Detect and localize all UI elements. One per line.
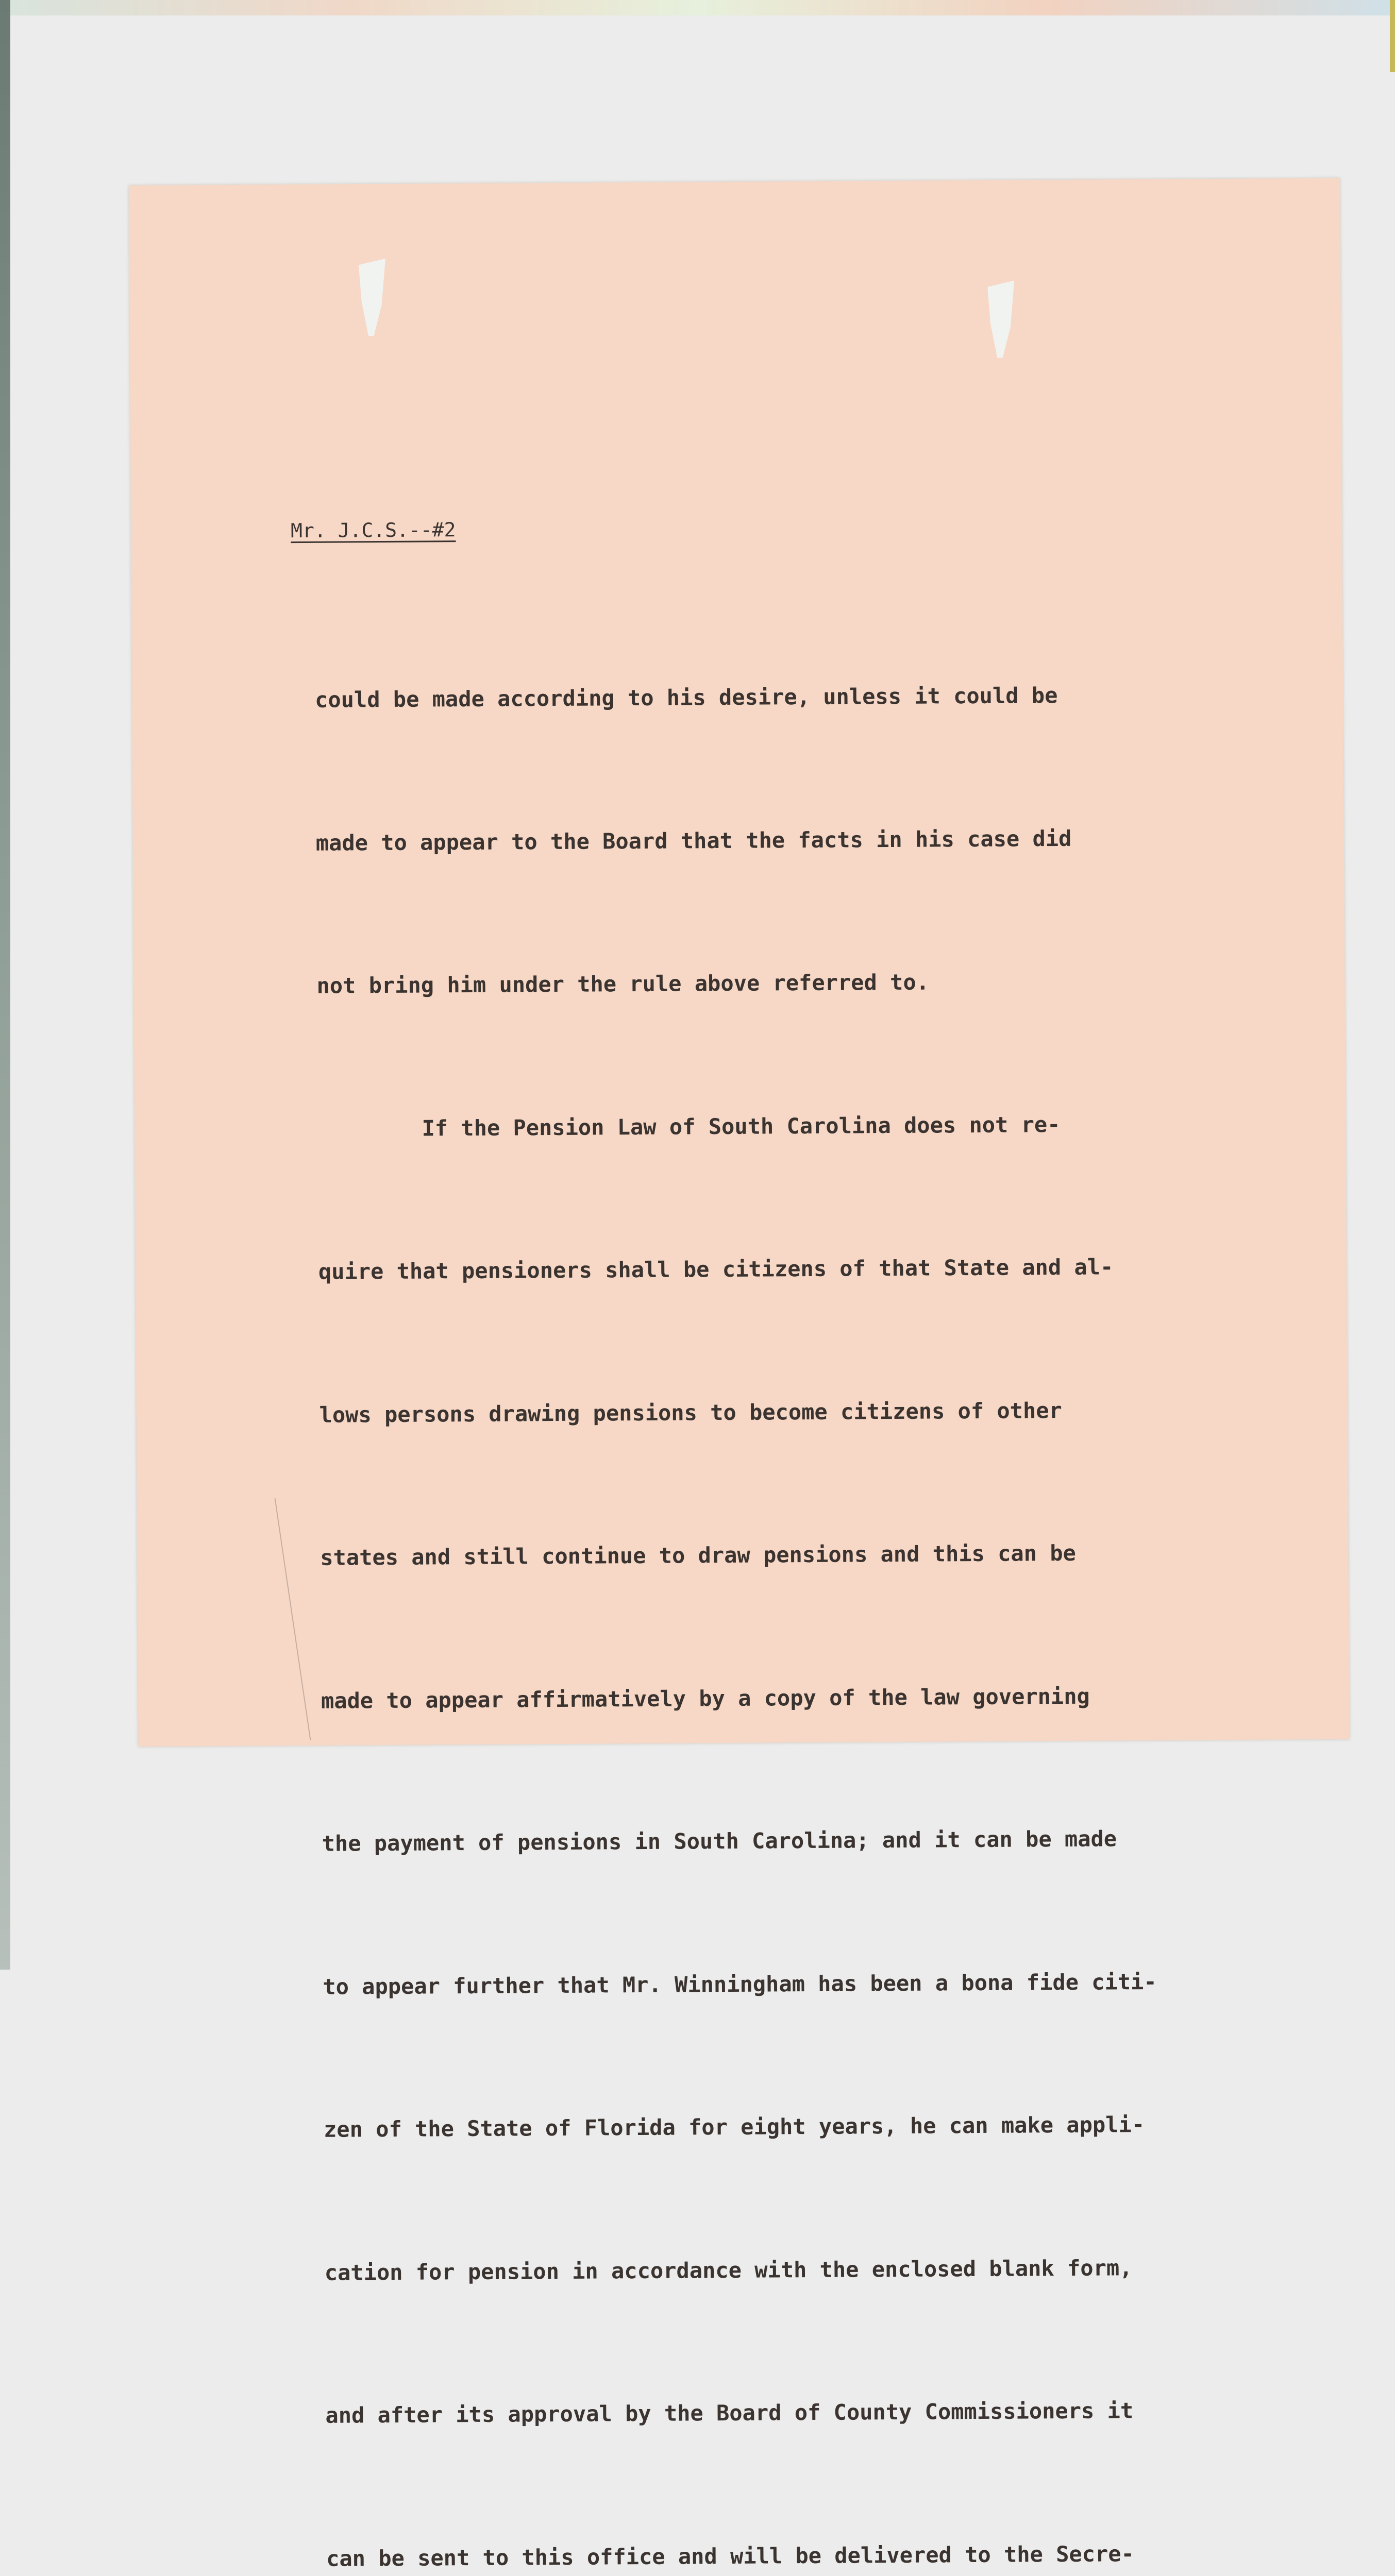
- scan-edge-right: [1390, 0, 1395, 72]
- punch-hole-left: [359, 259, 386, 336]
- text-line: the payment of pensions in South Carolina; and it can be made: [322, 1826, 1117, 1856]
- text-line: can be sent to this office and will be delivered to the Secre-: [326, 2540, 1135, 2571]
- text-line: not bring him under the rule above referred to.: [316, 969, 930, 998]
- text-line: If the Pension Law of South Carolina does not re-: [317, 1111, 1061, 1142]
- text-line: cation for pension in accordance with the enclosed blank form,: [324, 2255, 1133, 2285]
- text-line: made to appear affirmatively by a copy of the law governing: [321, 1683, 1090, 1714]
- scan-edge-left: [0, 0, 10, 1970]
- letter-body: [314, 576, 1167, 2576]
- scan-edge-top: [0, 0, 1395, 15]
- text-line: states and still continue to draw pensions and this can be: [320, 1540, 1077, 1570]
- punch-hole-right: [987, 281, 1015, 358]
- text-line: to appear further that Mr. Winningham has been a bona fide citi-: [323, 1969, 1157, 1999]
- text-line: made to appear to the Board that the facts in his case did: [315, 825, 1072, 856]
- text-line: and after its approval by the Board of County Commissioners it: [325, 2398, 1134, 2428]
- text-line: could be made according to his desire, unless it could be: [314, 683, 1058, 713]
- text-line: quire that pensioners shall be citizens of that State and al-: [318, 1254, 1114, 1284]
- text-line: zen of the State of Florida for eight years, he can make appli-: [323, 2112, 1145, 2142]
- text-line: lows persons drawing pensions to become citizens of other: [319, 1397, 1063, 1428]
- letter-page: [129, 178, 1349, 2571]
- page-header: Mr. J.C.S.--#2: [290, 518, 456, 543]
